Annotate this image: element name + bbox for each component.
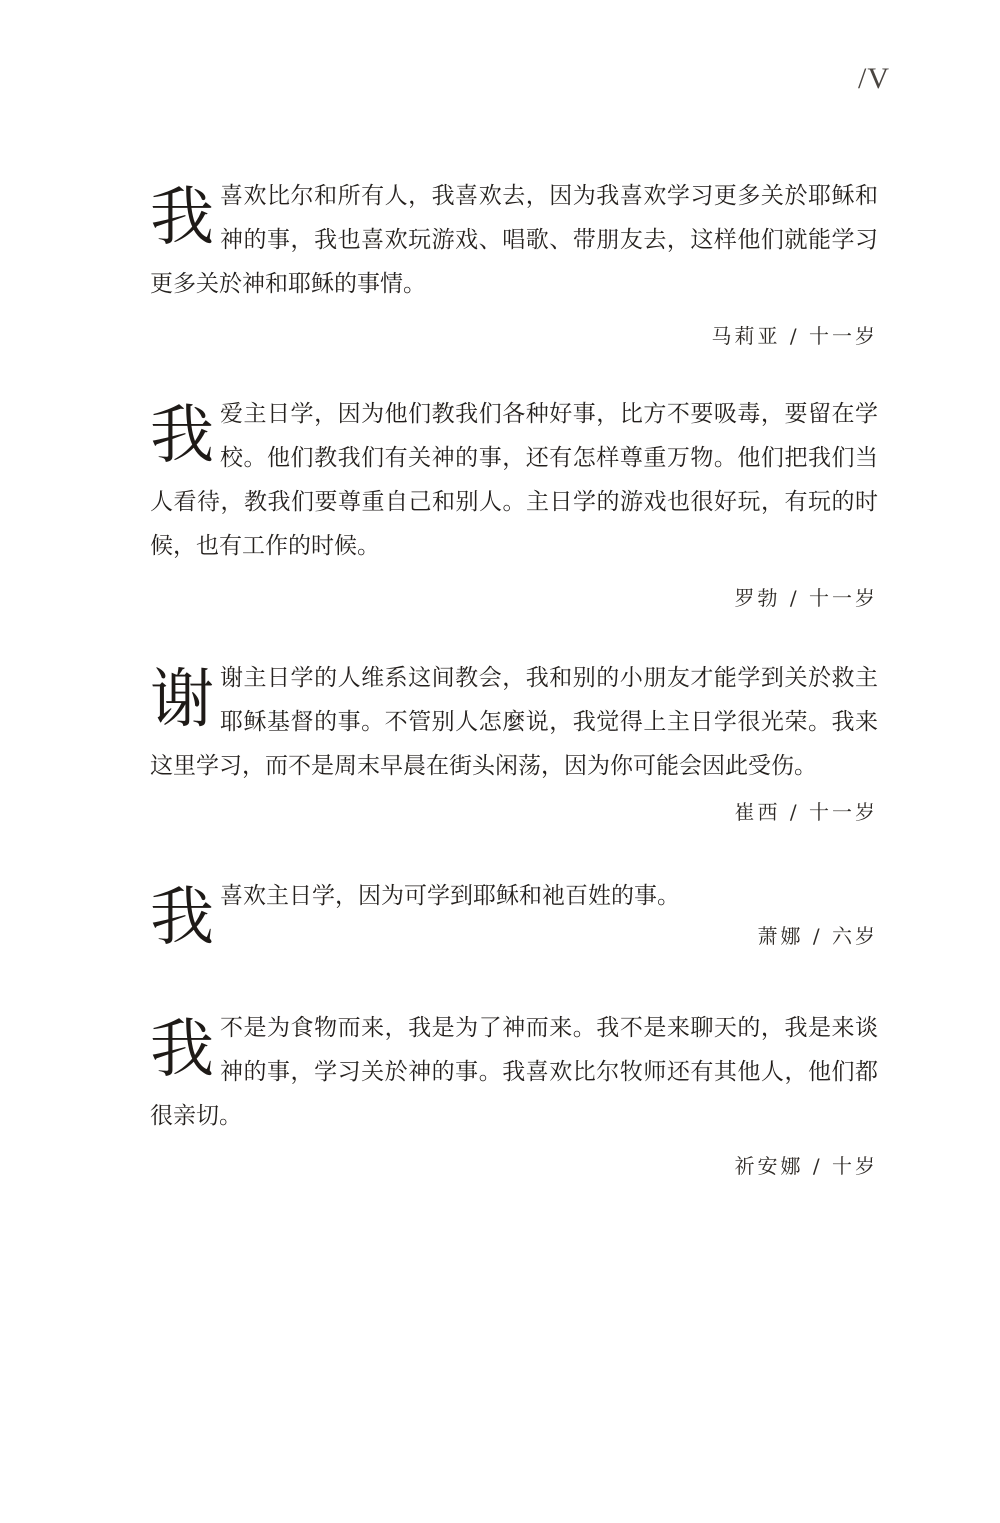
testimonial-text [150, 656, 878, 788]
testimonial-body: 喜欢主日学，因为可学到耶稣和祂百姓的事。 [220, 883, 680, 909]
drop-cap: 谢 [150, 663, 214, 737]
testimonial-rob [150, 392, 878, 611]
testimonial-body: 爱主日学，因为他们教我们各种好事，比方不要吸毒，要留在学校。他们教我们有关神的事，还有怎样尊重万物。他们把我们当人看待，教我们要尊重自己和别人。主日学的游戏也很好玩，有玩的时候，也有工作的时候。 [150, 401, 878, 559]
testimonial-signature: 祈安娜 / 十岁 [734, 1154, 878, 1178]
testimonial-body: 谢主日学的人维系这间教会，我和别的小朋友才能学到关於救主耶稣基督的事。不管别人怎麼说，我觉得上主日学很光荣。我来这里学习，而不是周末早晨在街头闲荡，因为你可能会因此受伤。 [150, 665, 878, 779]
testimonial-signature: 罗勃 / 十一岁 [734, 586, 878, 610]
testimonial-body: 喜欢比尔和所有人，我喜欢去，因为我喜欢学习更多关於耶稣和神的事，我也喜欢玩游戏、唱歌、带朋友去，这样他们就能学习更多关於神和耶稣的事情。 [150, 183, 878, 297]
testimonial-signature: 萧娜 / 六岁 [757, 924, 878, 948]
testimonial-qianna [150, 1006, 878, 1179]
testimonial-text [150, 174, 878, 306]
drop-cap: 我 [150, 181, 214, 255]
drop-cap: 我 [150, 881, 214, 955]
testimonial-signature: 崔西 / 十一岁 [734, 800, 878, 824]
testimonial-shawna [150, 874, 878, 960]
testimonial-tracy [150, 656, 878, 825]
testimonial-body: 不是为食物而来，我是为了神而来。我不是来聊天的，我是来谈神的事，学习关於神的事。我喜欢比尔牧师还有其他人，他们都很亲切。 [150, 1015, 878, 1129]
drop-cap: 我 [150, 1013, 214, 1087]
page-number: /V [858, 62, 890, 95]
testimonial-text [150, 392, 878, 568]
testimonial-text [150, 1006, 878, 1138]
drop-cap: 我 [150, 399, 214, 473]
testimonial-maria [150, 174, 878, 349]
testimonial-signature: 马莉亚 / 十一岁 [711, 324, 878, 348]
